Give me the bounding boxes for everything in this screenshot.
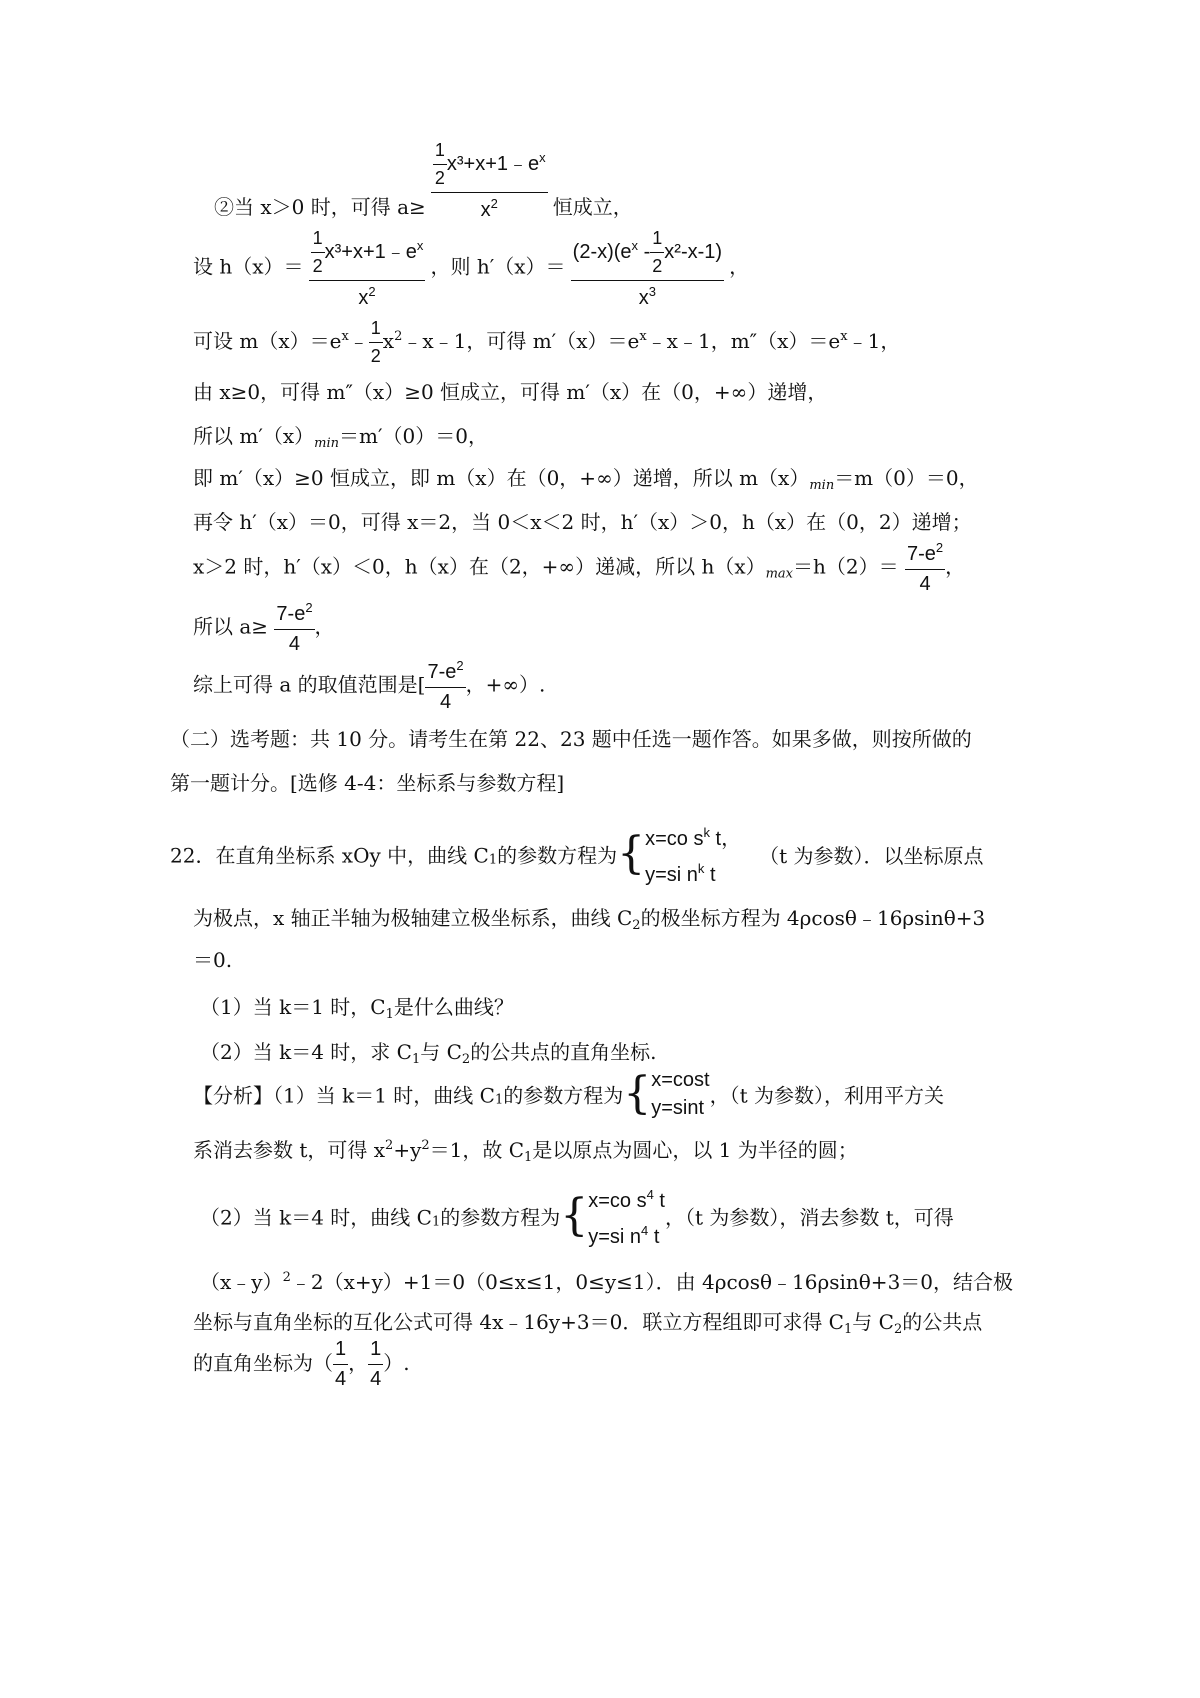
k: 4 — [646, 1187, 654, 1202]
left-brace: { — [617, 828, 646, 879]
s: 1 — [524, 1150, 533, 1165]
s: 1 — [431, 1214, 441, 1230]
t: （1）当 k＝1 时，C — [200, 995, 386, 1019]
s: min — [314, 436, 340, 451]
line-05 — [193, 424, 488, 456]
half-num: 1 — [311, 228, 325, 253]
den: 4 — [439, 691, 452, 713]
text: ②当 x＞0 时，可得 a≥ — [214, 195, 426, 219]
s: 2 — [893, 1322, 903, 1337]
left-brace: { — [560, 1190, 589, 1241]
t: 的公共点 — [902, 1310, 983, 1334]
line-07: 再令 h′（x）＝0，可得 x＝2，当 0＜x＜2 时，h′（x）＞0，h（x）在（0，2）递增； — [193, 510, 972, 534]
t: ＝1，故 C — [429, 1138, 525, 1162]
line-08 — [193, 540, 965, 596]
t: +y — [393, 1138, 422, 1162]
t: ﹣x﹣1，m″（x）＝e — [646, 329, 841, 353]
exp: x — [539, 149, 546, 165]
num: 1 — [333, 1338, 348, 1365]
line-09 — [193, 600, 335, 656]
fraction — [274, 600, 314, 656]
line-12: 第一题计分。[选修 4-4：坐标系与参数方程] — [170, 771, 565, 795]
t: x＞2 时，h′（x）＜0，h（x）在（2，+∞）递减，所以 h（x） — [193, 554, 766, 579]
t: ﹣1， — [847, 329, 901, 353]
r: y=si n — [645, 864, 698, 886]
system — [645, 818, 741, 890]
t: （x﹣y） — [200, 1270, 283, 1294]
line-23 — [193, 1338, 410, 1391]
line-03 — [193, 318, 900, 367]
line-11: （二）选考题：共 10 分。请考生在第 22、23 题中任选一题作答。如果多做，则按所做的 — [170, 727, 972, 751]
t: ，（t 为参数），利用平方关 — [709, 1083, 944, 1108]
num: (2-x)(e — [572, 240, 632, 263]
line-10 — [193, 658, 545, 714]
t: 可设 m（x）＝e — [193, 329, 342, 353]
line-16 — [200, 995, 514, 1027]
exp: x — [416, 237, 424, 253]
t: 即 m′（x）≥0 恒成立，即 m（x）在（0，+∞）递增，所以 m（x） — [193, 466, 810, 490]
s: 2 — [461, 1052, 471, 1067]
fraction — [333, 1338, 348, 1391]
t: ﹣ — [348, 329, 369, 353]
t: ， — [314, 614, 335, 639]
line-06 — [193, 466, 979, 498]
system — [588, 1180, 665, 1252]
s: 2 — [632, 918, 641, 933]
system — [651, 1066, 709, 1122]
line-20 — [200, 1180, 954, 1252]
s: x — [341, 329, 349, 344]
s: 2 — [394, 329, 403, 344]
line-15: ＝0. — [193, 948, 233, 972]
num: 1 — [368, 1338, 383, 1365]
exp: 2 — [456, 658, 464, 673]
half-den: 2 — [652, 256, 663, 276]
t: （t 为参数）．以坐标原点 — [759, 843, 984, 868]
t: 的直角坐标为（ — [193, 1351, 333, 1375]
line-02 — [193, 228, 749, 310]
exp: 2 — [305, 600, 313, 615]
t: 与 C — [852, 1310, 894, 1334]
t: 的参数方程为 — [497, 843, 618, 868]
r: t — [653, 1190, 665, 1212]
text: ，则 h′（x）＝ — [430, 254, 566, 279]
den: 4 — [919, 573, 931, 595]
den-exp: 3 — [648, 284, 656, 299]
num: x³+x+1﹣e — [446, 152, 540, 175]
left-brace: { — [623, 1068, 652, 1119]
s: 1 — [385, 1007, 394, 1022]
t: 是以原点为圆心，以 1 为半径的圆； — [532, 1138, 858, 1162]
t: 【分析】（1）当 k＝1 时，曲线 C — [193, 1083, 495, 1108]
line-01 — [214, 140, 633, 222]
num: 7-e — [276, 603, 306, 625]
k: k — [697, 861, 705, 876]
half-num: 1 — [369, 318, 383, 343]
line-19 — [193, 1134, 858, 1170]
t: 与 C — [420, 1040, 462, 1064]
s: max — [765, 566, 794, 582]
line-13 — [170, 818, 983, 890]
t: 所以 a≥ — [193, 614, 269, 639]
t: ，（t 为参数），消去参数 t，可得 — [664, 1205, 954, 1230]
k: 4 — [641, 1223, 649, 1238]
den-exp: 2 — [490, 196, 498, 211]
t: x — [382, 329, 395, 353]
line-18 — [193, 1066, 944, 1122]
t: 22．在直角坐标系 xOy 中，曲线 C — [170, 843, 489, 868]
t: （2）当 k＝4 时，曲线 C — [200, 1205, 432, 1230]
t: 系消去参数 t，可得 x — [193, 1138, 386, 1162]
t: ＝m′（0）＝0， — [339, 424, 488, 448]
num-b: x²-x-1) — [664, 240, 723, 263]
text: 恒成立， — [552, 195, 633, 219]
den: 4 — [370, 1368, 382, 1390]
num: 7-e — [427, 661, 457, 683]
t: ＝h（2）＝ — [793, 554, 899, 579]
half-num: 1 — [433, 140, 447, 165]
den: x — [480, 199, 491, 221]
s: 1 — [494, 1092, 504, 1108]
half-den: 2 — [312, 256, 323, 276]
line-04: 由 x≥0，可得 m″（x）≥0 恒成立，可得 m′（x）在（0，+∞）递增， — [193, 380, 828, 404]
half-den: 2 — [434, 168, 445, 188]
t: 所以 m′（x） — [193, 424, 315, 448]
s: 1 — [488, 852, 498, 868]
r: y=sint — [651, 1097, 705, 1119]
r: x=co s — [588, 1190, 647, 1212]
t: ，+∞）. — [465, 672, 546, 697]
fraction — [425, 658, 465, 714]
t: ﹣x﹣1，可得 m′（x）＝e — [402, 329, 640, 353]
s: 2 — [385, 1138, 394, 1153]
r: t， — [709, 828, 742, 850]
fraction — [309, 228, 426, 310]
text: ， — [729, 254, 750, 279]
k: k — [703, 825, 710, 840]
fraction — [431, 140, 548, 222]
s: x — [639, 329, 647, 344]
t: 的极坐标方程为 4ρcosθ﹣16ρsinθ+3 — [640, 906, 986, 930]
t: 的公共点的直角坐标. — [470, 1040, 657, 1064]
t: ， — [348, 1351, 369, 1375]
den: x — [638, 287, 649, 309]
r: y=si n — [588, 1226, 642, 1248]
s: min — [809, 478, 835, 493]
r: x=cost — [651, 1069, 710, 1091]
s: 2 — [421, 1138, 430, 1153]
t: ， — [945, 554, 966, 579]
line-14 — [193, 906, 985, 938]
text: 设 h（x）＝ — [193, 254, 304, 279]
den: 4 — [288, 633, 301, 655]
fraction-2: $(2-x)(e^x$ - $\frac{1}{2}$ x²-x-1) $x^3$ — [572, 228, 723, 309]
t: 为极点，x 轴正半轴为极轴建立极坐标系，曲线 C — [193, 906, 633, 930]
r: t — [704, 864, 716, 886]
t: 综上可得 a 的取值范围是[ — [193, 672, 426, 697]
num: 7-e — [907, 543, 936, 565]
half-num: 1 — [650, 228, 664, 253]
t: （2）当 k＝4 时，求 C — [200, 1040, 412, 1064]
line-21 — [200, 1266, 1013, 1294]
fraction — [368, 1338, 383, 1391]
t: 坐标与直角坐标的互化公式可得 4x﹣16y+3＝0．联立方程组即可求得 C — [193, 1310, 844, 1334]
s: 1 — [843, 1322, 853, 1337]
half-den: 2 — [370, 346, 381, 366]
t: ）. — [383, 1351, 410, 1375]
num: x³+x+1﹣e — [324, 240, 417, 263]
r: x=co s — [645, 828, 704, 850]
t: ＝m（0）＝0， — [834, 466, 979, 490]
s: x — [840, 329, 848, 344]
r: t — [648, 1226, 660, 1248]
exp: 2 — [935, 540, 944, 555]
s: 1 — [411, 1052, 421, 1067]
t: ﹣2（x+y）+1＝0（0≤x≤1，0≤y≤1）．由 4ρcosθ﹣16ρsinθ+3＝0，结合极 — [290, 1270, 1014, 1294]
den-exp: 2 — [368, 284, 376, 299]
t: 的参数方程为 — [440, 1205, 561, 1230]
t: 是什么曲线？ — [393, 995, 514, 1019]
den: 4 — [335, 1368, 347, 1390]
fraction — [905, 540, 945, 596]
t: 的参数方程为 — [503, 1083, 624, 1108]
s: 2 — [282, 1270, 291, 1285]
den: x — [358, 287, 369, 309]
